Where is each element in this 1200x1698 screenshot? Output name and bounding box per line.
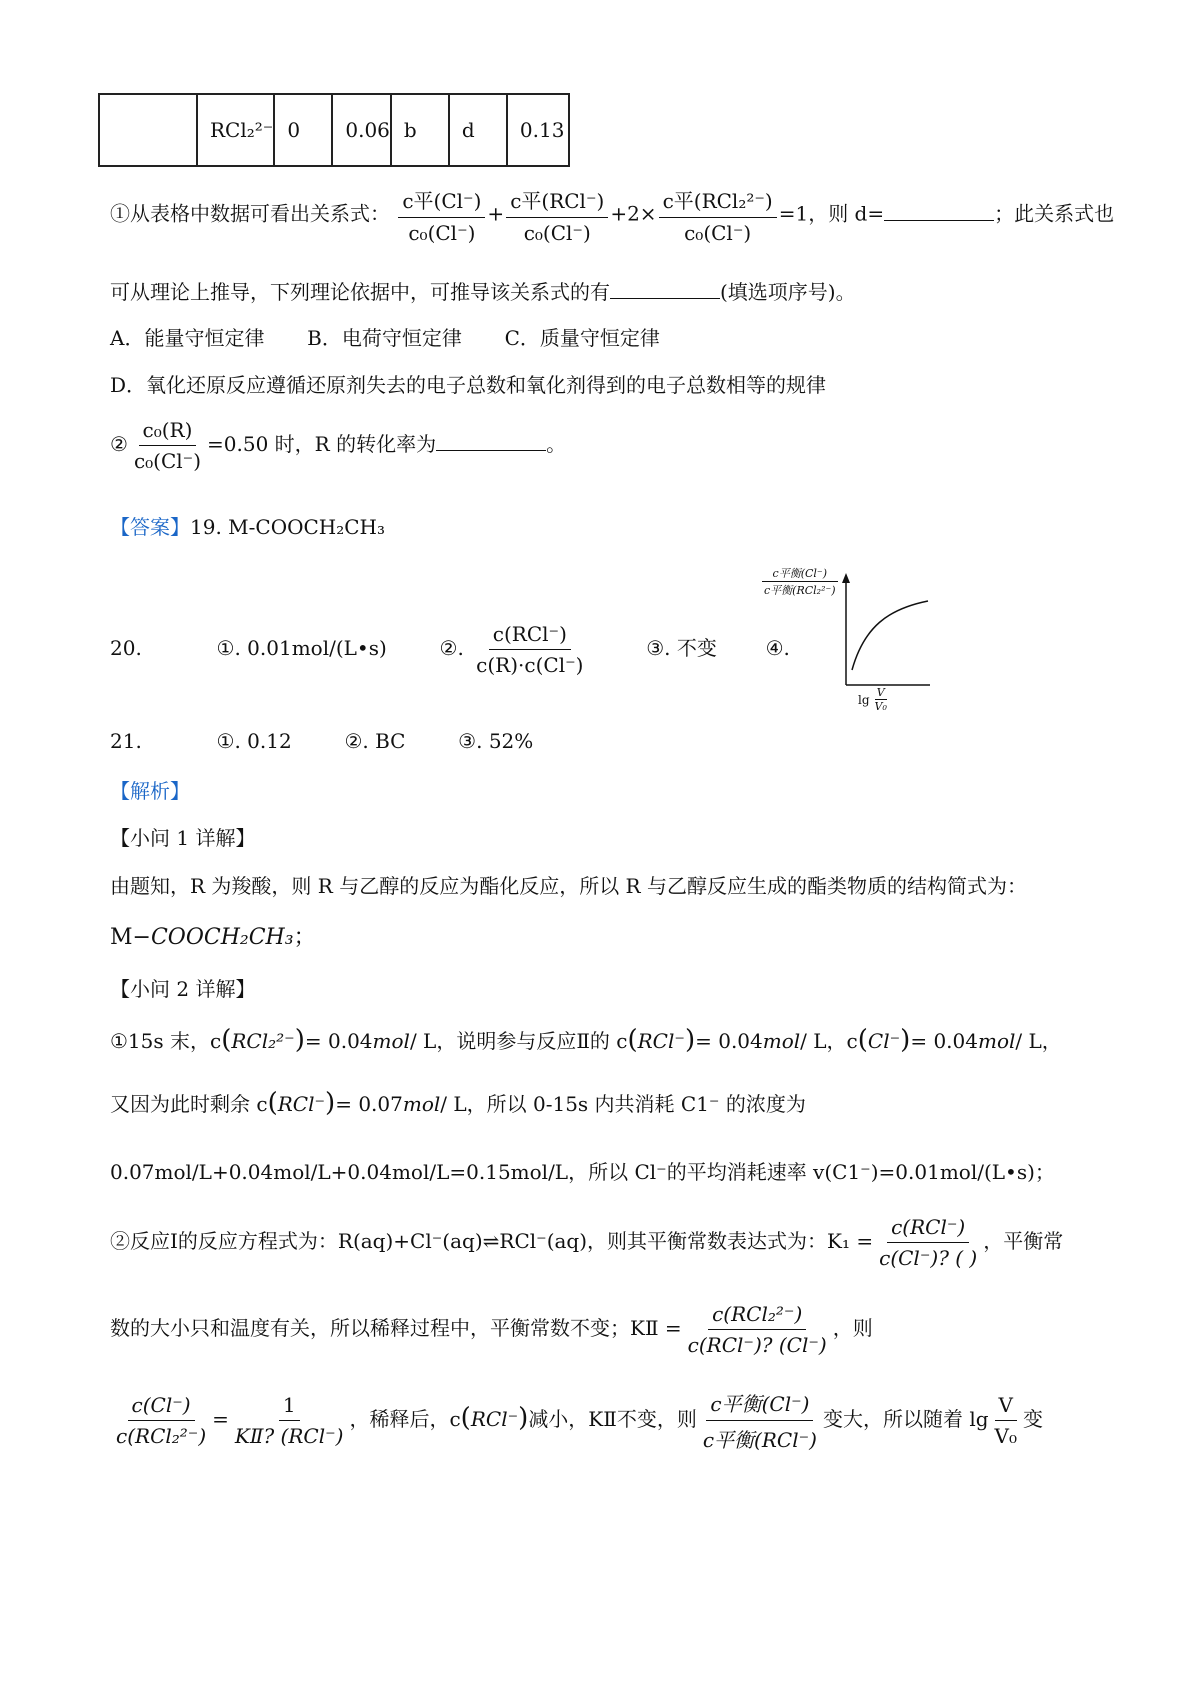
text-run: / L，c xyxy=(800,1029,858,1053)
fraction-denominator: c平衡(RCl⁻) xyxy=(702,1428,817,1452)
options-row xyxy=(110,322,660,351)
text-run: ，则 xyxy=(832,1316,873,1340)
formula-run: mol xyxy=(762,1029,801,1053)
answer-21-part2: ②. BC xyxy=(344,729,406,753)
graph-ylabel xyxy=(762,565,838,598)
q1-suffix: ；此关系式也 xyxy=(994,201,1115,226)
inverse-fraction xyxy=(231,1393,348,1448)
table-cell: 0 xyxy=(274,94,332,166)
k1-fraction xyxy=(875,1215,981,1270)
answer-21-part1: ①. 0.12 xyxy=(216,729,292,753)
text-run: ①15s 末，c xyxy=(110,1029,222,1053)
graph-xlabel xyxy=(858,686,889,713)
fraction-denominator: c(RCl⁻)? (Cl⁻) xyxy=(687,1333,827,1357)
y-axis-arrow xyxy=(842,573,850,583)
fraction-denominator: V₀ xyxy=(994,1424,1018,1448)
fraction-numerator: c₀(R) xyxy=(139,418,197,446)
formula-prefix: M− xyxy=(110,925,151,950)
fraction-denominator: c₀(Cl⁻) xyxy=(133,449,202,473)
table-cell: 0.06 xyxy=(332,94,391,166)
formula-run: Cl⁻ xyxy=(867,1029,901,1053)
text-run: / L，所以 0-15s 内共消耗 C1⁻ 的浓度为 xyxy=(440,1092,806,1116)
fraction-numerator: c平(RCl⁻) xyxy=(506,185,608,218)
fraction-numerator: c平(Cl⁻) xyxy=(398,185,485,218)
analysis-line-6: $\frac{c(Cl^-)}{\text{c(RCl₂²⁻)}}$ = $\frac{1}{\text{KⅡ? (RCl⁻)}}$ ，稀释后，c(RCl⁻)减小，KⅡ不变，则 $\frac{\text{c平衡(Cl⁻)}}{\text{c平衡(RCl⁻)}}$ 变大，所以随着 lg $\frac{V}{\text{V₀}}$ 变 xyxy=(110,1388,1043,1453)
answer-20-part4-label: ④. xyxy=(765,636,790,660)
text-run: 减小，KⅡ不变，则 xyxy=(528,1407,697,1431)
q1-prefix: 从表格中数据可看出关系式： xyxy=(130,201,390,226)
analysis-tag: 【解析】 xyxy=(110,779,190,803)
analysis-line-1: ①15s 末，c(RCl₂²⁻)= 0.04mol/ L，说明参与反应Ⅱ的 c(RCl⁻)= 0.04mol/ L，c(Cl⁻)= 0.04mol/ L， xyxy=(110,1025,1062,1055)
fraction-numerator: c(RCl⁻) xyxy=(887,1215,969,1243)
q1-line2-end: (填选项序号)。 xyxy=(720,280,856,304)
answer-20-part3: ③. 不变 xyxy=(646,636,717,660)
graph-ylabel-den: c平衡(RCl₂²⁻) xyxy=(764,584,836,597)
answer-21-line xyxy=(110,729,533,753)
fraction-numerator: c平衡(Cl⁻) xyxy=(706,1388,813,1421)
option-a: A．能量守恒定律 xyxy=(110,326,265,350)
formula-run: RCl⁻ xyxy=(470,1407,519,1431)
curve-line xyxy=(852,601,928,670)
subquestion-1-formula xyxy=(110,920,316,951)
fraction-3 xyxy=(659,185,777,245)
graph-xlabel-lg: lg xyxy=(858,692,870,707)
formula-end: ； xyxy=(293,925,316,950)
answer-blank-options[interactable] xyxy=(610,298,720,299)
text-run: = xyxy=(212,1407,229,1431)
fraction-denominator: c₀(Cl⁻) xyxy=(523,221,591,245)
text-run: = 0.04 xyxy=(910,1029,978,1053)
option-b: B．电荷守恒定律 xyxy=(307,326,462,350)
answer-20-graph xyxy=(762,565,932,713)
fraction-denominator: c₀(Cl⁻) xyxy=(684,221,752,245)
plus-sign: + xyxy=(487,201,505,226)
answer-20-line xyxy=(110,622,790,677)
answer-19: 19. M-COOCH₂CH₃ xyxy=(190,515,386,539)
equals-text: =1，则 d= xyxy=(778,201,885,226)
question-1-line xyxy=(110,185,1114,245)
formula-run: RCl⁻ xyxy=(637,1029,685,1053)
circle-1: ① xyxy=(110,201,130,226)
formula-run: mol xyxy=(372,1029,410,1053)
table-row xyxy=(99,94,569,166)
q2-end: 。 xyxy=(546,432,567,456)
data-table xyxy=(98,93,570,167)
coefficient: +2× xyxy=(610,201,657,226)
option-d: D．氧化还原反应遵循还原剂失去的电子总数和氧化剂得到的电子总数相等的规律 xyxy=(110,373,827,397)
fraction-denominator: c(Cl⁻)? ( ) xyxy=(879,1246,978,1270)
text-run: ，平衡常 xyxy=(983,1229,1064,1253)
table-cell: d xyxy=(449,94,507,166)
equilibrium-fraction xyxy=(699,1388,821,1453)
analysis-line-2: 又因为此时剩余 c(RCl⁻)= 0.07mol/ L，所以 0-15s 内共消耗 C1⁻ 的浓度为 xyxy=(110,1088,806,1118)
ratio-fraction xyxy=(112,1393,210,1448)
answer-21-label: 21. xyxy=(110,729,142,753)
formula-run: RCl₂²⁻ xyxy=(231,1029,295,1053)
fraction-numerator: c(RCl₂²⁻) xyxy=(708,1302,806,1330)
fraction-q2 xyxy=(130,418,205,473)
fraction-denominator: c₀(Cl⁻) xyxy=(408,221,476,245)
fraction-denominator: c(RCl₂²⁻) xyxy=(116,1424,207,1448)
answer-blank-conversion[interactable] xyxy=(436,450,546,451)
subquestion-1-heading: 【小问 1 详解】 xyxy=(110,826,256,850)
table-cell: 0.13 xyxy=(507,94,569,166)
analysis-line-4 xyxy=(110,1215,1063,1270)
formula-run: RCl⁻ xyxy=(277,1092,326,1116)
answer-20-part2-label: ②. xyxy=(439,636,464,660)
answer-20-fraction xyxy=(472,622,587,677)
analysis-line-5 xyxy=(110,1302,873,1357)
answer-20-label: 20. xyxy=(110,636,142,660)
fraction-2 xyxy=(506,185,608,245)
table-cell-species: RCl₂²⁻ xyxy=(197,94,274,166)
table-cell-empty xyxy=(99,94,197,166)
question-1-line-2 xyxy=(110,276,856,305)
formula-run: mol xyxy=(402,1092,441,1116)
answer-20-part1: ①. 0.01mol/(L•s) xyxy=(216,636,387,660)
option-c: C．质量守恒定律 xyxy=(504,326,660,350)
fraction-numerator: V xyxy=(995,1393,1017,1421)
graph-xlabel-num: V xyxy=(876,686,885,699)
text-run: ，稀释后，c xyxy=(349,1407,461,1431)
q2-text: =0.50 时，R 的转化率为 xyxy=(207,432,437,456)
text-run: 变大，所以随着 lg xyxy=(822,1407,989,1431)
fraction-numerator: c平(RCl₂²⁻) xyxy=(659,185,777,218)
graph-xlabel-den: V₀ xyxy=(874,700,887,713)
k2-fraction xyxy=(684,1302,831,1357)
formula-body: COOCH₂CH₃ xyxy=(150,925,294,950)
text-run: = 0.04 xyxy=(695,1029,763,1053)
fraction-numerator: c(Cl⁻) xyxy=(128,1393,195,1421)
fraction-denominator: KⅡ? (RCl⁻) xyxy=(234,1424,344,1448)
text-run: 数的大小只和温度有关，所以稀释过程中，平衡常数不变；KⅡ = xyxy=(110,1316,682,1340)
q1-line2-text: 可从理论上推导，下列理论依据中，可推导该关系式的有 xyxy=(110,280,610,304)
formula-run: mol xyxy=(977,1029,1016,1053)
text-run: = 0.07 xyxy=(335,1092,403,1116)
text-run: 又因为此时剩余 c xyxy=(110,1092,268,1116)
graph-ylabel-num: c平衡(Cl⁻) xyxy=(762,565,838,582)
answer-21-part3: ③. 52% xyxy=(458,729,534,753)
text-run: = 0.04 xyxy=(304,1029,373,1053)
subquestion-1-text: 由题知，R 为羧酸，则 R 与乙醇的反应为酯化反应，所以 R 与乙醇反应生成的酯类物质的结构简式为： xyxy=(110,874,1027,898)
volume-fraction xyxy=(991,1393,1021,1448)
fraction-1 xyxy=(398,185,485,245)
text-run: / L，说明参与反应Ⅱ的 c xyxy=(409,1029,628,1053)
text-run: 变 xyxy=(1023,1407,1044,1431)
answer-tag: 【答案】 xyxy=(110,515,190,539)
analysis-line-3: 0.07mol/L+0.04mol/L+0.04mol/L=0.15mol/L，所以 Cl⁻的平均消耗速率 v(C1⁻)=0.01mol/(L•s)； xyxy=(110,1160,1055,1184)
subquestion-2-heading: 【小问 2 详解】 xyxy=(110,977,256,1001)
fraction-denominator: c(R)·c(Cl⁻) xyxy=(476,653,584,677)
answer-line xyxy=(110,511,385,540)
table-cell: b xyxy=(391,94,449,166)
circle-2: ② xyxy=(110,432,128,456)
text-run: / L， xyxy=(1015,1029,1062,1053)
fraction-numerator: 1 xyxy=(279,1393,300,1421)
text-run: ②反应Ⅰ的反应方程式为：R(aq)+Cl⁻(aq)⇌RCl⁻(aq)，则其平衡常数表达式为：K₁ = xyxy=(110,1229,874,1253)
question-2-line xyxy=(110,418,566,473)
fraction-numerator: c(RCl⁻) xyxy=(489,622,571,650)
answer-blank-d[interactable] xyxy=(884,220,994,221)
